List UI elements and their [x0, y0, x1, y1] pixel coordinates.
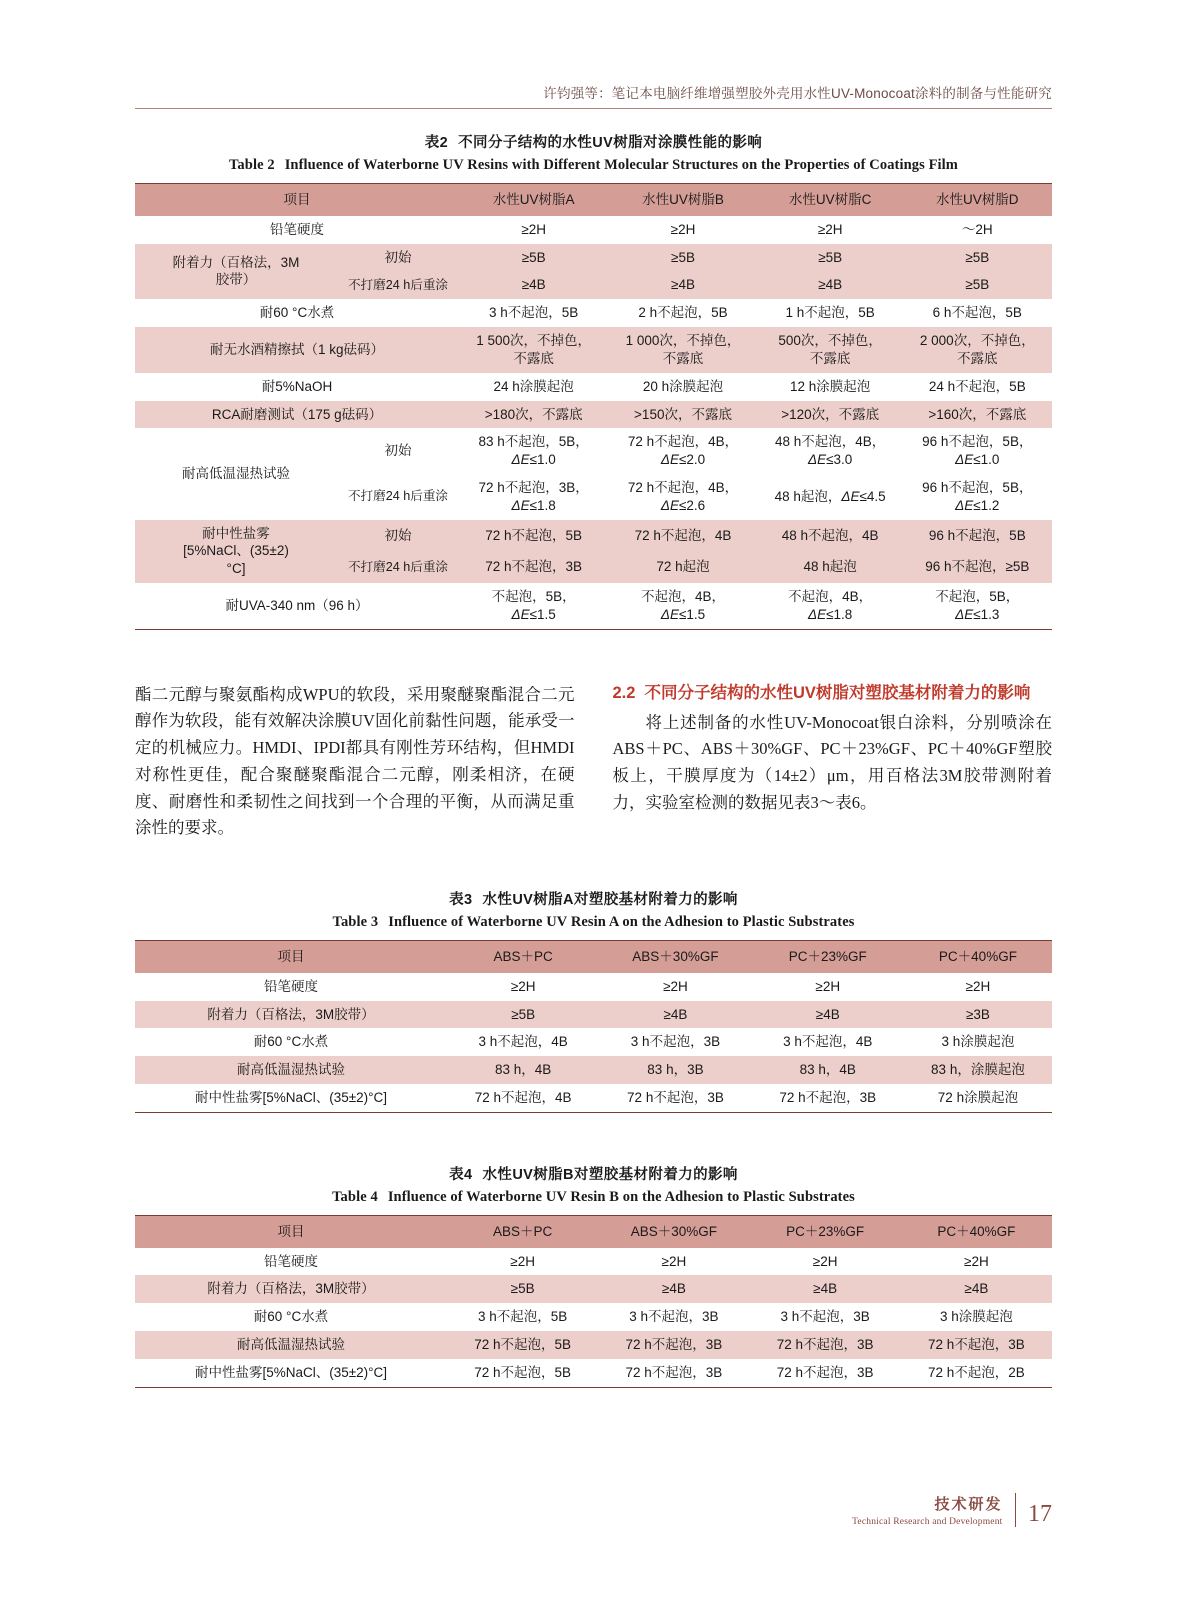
cell: ≥2H	[812, 1253, 838, 1269]
cell: 48 h起泡	[803, 559, 857, 575]
cell: 3 h不起泡，4B	[783, 1034, 873, 1050]
row-sublabel: 不打磨24 h后重涂	[347, 559, 449, 574]
row-sublabel: 初始	[384, 527, 412, 543]
cell: ≥4B	[671, 277, 695, 293]
cell: 3 h涂膜起泡	[939, 1309, 1013, 1325]
cell: 72 h不起泡，4B， ΔE≤2.6	[627, 479, 739, 513]
table2-caption-cn-number: 表2	[424, 135, 449, 151]
row-label: 耐中性盐雾[5%NaCl、(35±2)°C]	[194, 1364, 388, 1380]
cell: ≥2H	[510, 978, 536, 994]
table3-caption-cn	[135, 888, 1052, 909]
cell: 72 h不起泡，3B	[779, 1090, 877, 1105]
cell: 3 h不起泡，4B	[478, 1034, 568, 1050]
table4-header-col1: ABS＋PC	[492, 1223, 553, 1239]
row-label: 耐UVA-340 nm（96 h）	[225, 597, 369, 613]
table4-caption-en-text: Influence of Waterborne UV Resin B on the Adhesion to Plastic Substrates	[387, 1188, 855, 1205]
table2-caption-en	[135, 157, 1052, 174]
cell: ≥2H	[670, 221, 696, 237]
cell: 72 h涂膜起泡	[937, 1090, 1019, 1105]
row-label: 铅笔硬度	[264, 978, 318, 994]
cell: 48 h不起泡，4B， ΔE≤3.0	[775, 434, 886, 468]
cell: ≥2H	[521, 221, 546, 237]
table-row	[135, 244, 1052, 272]
table-row	[135, 1331, 1052, 1359]
cell: ≥5B	[965, 277, 990, 293]
cell: ≥2H	[663, 978, 688, 994]
table2-header-col4: 水性UV树脂D	[936, 192, 1019, 207]
row-sublabel: 不打磨24 h后重涂	[347, 278, 449, 293]
cell: 83 h不起泡，5B， ΔE≤1.0	[478, 434, 589, 468]
table2-caption-en-number: Table 2	[228, 157, 275, 173]
cell: ～2H	[961, 221, 993, 237]
cell: 3 h不起泡，5B	[477, 1309, 568, 1325]
cell: 1 000次，不掉色， 不露底	[625, 333, 741, 366]
cell: 72 h不起泡，5B	[474, 1337, 572, 1353]
row-label: 耐中性盐雾[5%NaCl、(35±2)°C]	[194, 1090, 388, 1105]
table4-caption-cn	[135, 1163, 1052, 1184]
table3-header-col4: PC＋40%GF	[938, 948, 1017, 964]
cell: 83 h，4B	[495, 1062, 552, 1078]
row-label: 耐高低温湿热试验	[182, 466, 290, 482]
cell: 83 h，涂膜起泡	[931, 1062, 1025, 1078]
cell: 72 h不起泡，4B， ΔE≤2.0	[627, 434, 739, 468]
row-label: 耐高低温湿热试验	[237, 1062, 345, 1078]
table-row	[135, 1359, 1052, 1387]
row-sublabel: 初始	[384, 443, 412, 459]
section-number: 2.2	[612, 683, 636, 702]
table2-header-col1: 水性UV树脂A	[492, 192, 575, 207]
cell: ≥4B	[663, 1006, 688, 1022]
cell: ≥5B	[671, 249, 695, 265]
table2-caption-en-text: Influence of Waterborne UV Resins with Different Molecular Structures on the Properties of Coatings Film	[284, 157, 958, 173]
left-paragraph: 酯二元醇与聚氨酯构成WPU的软段，采用聚醚聚酯混合二元醇作为软段，能有效解决涂膜UV固化前黏性问题，能承受一定的机械应力。HMDI、IPDI都具有刚性芳环结构，但HMDI对称性更佳，配合聚醚聚酯混合二元醇，刚柔相济，在硬度、耐磨性和柔韧性之间找到一个合理的平衡，从而满足重涂性的要求。	[135, 684, 575, 838]
cell: ≥2H	[815, 978, 841, 994]
cell: 3 h不起泡，3B	[630, 1034, 721, 1050]
table2-header-item: 项目	[283, 192, 311, 207]
table2-header-col2: 水性UV树脂B	[642, 192, 724, 207]
cell: 72 h不起泡，3B	[625, 1337, 723, 1353]
cell: >180次，不露底	[484, 406, 583, 422]
table2-caption-cn-text: 不同分子结构的水性UV树脂对涂膜性能的影响	[458, 135, 763, 151]
cell: ≥4B	[813, 1281, 838, 1297]
body-columns	[135, 682, 1052, 842]
table-row	[135, 1028, 1052, 1056]
table4-header-col3: PC＋23%GF	[786, 1223, 865, 1239]
row-label: 耐中性盐雾 [5%NaCl、(35±2) °C]	[183, 525, 289, 577]
table3-caption-cn-text: 水性UV树脂A对塑胶基材附着力的影响	[482, 891, 738, 908]
table3-caption-cn-number: 表3	[449, 891, 473, 908]
row-label: 附着力（百格法，3M胶带）	[207, 1281, 375, 1297]
cell: 72 h不起泡，3B	[627, 1090, 724, 1105]
cell: 不起泡，4B， ΔE≤1.8	[788, 589, 873, 622]
table-row	[135, 1275, 1052, 1303]
cell: 72 h不起泡，3B	[485, 559, 583, 575]
cell: 6 h不起泡，5B	[932, 305, 1022, 321]
row-label: 耐60 °C水煮	[253, 1309, 329, 1325]
cell: ≥4B	[661, 1281, 686, 1297]
table-row	[135, 973, 1052, 1001]
cell: ≥5B	[818, 249, 843, 265]
table3-header-col1: ABS＋PC	[493, 948, 553, 964]
row-label: 耐高低温湿热试验	[237, 1337, 345, 1353]
table4-caption-en-number: Table 4	[332, 1188, 378, 1205]
table3-header-col2: ABS＋30%GF	[632, 948, 719, 964]
table-row	[135, 327, 1052, 373]
cell: ≥2H	[965, 978, 991, 994]
table4-header-row	[135, 1215, 1052, 1247]
table4	[135, 1215, 1052, 1388]
cell: 72 h不起泡，3B	[625, 1364, 723, 1380]
cell: ≥4B	[521, 277, 546, 293]
row-label: 附着力（百格法，3M 胶带）	[172, 254, 300, 288]
table-row	[135, 1303, 1052, 1331]
page-footer	[852, 1493, 1052, 1528]
footer-label-en: Technical Research and Development	[852, 1516, 1003, 1527]
cell: ≥3B	[965, 1006, 990, 1022]
footer-label-cn: 技术研发	[934, 1495, 1003, 1513]
table-row	[135, 1001, 1052, 1029]
table3-header-item: 项目	[277, 948, 305, 964]
cell: ≥5B	[521, 249, 546, 265]
footer-section-label	[852, 1496, 1002, 1528]
table2	[135, 183, 1052, 630]
row-label: 耐5%NaOH	[261, 378, 333, 394]
cell: 20 h涂膜起泡	[642, 378, 724, 394]
cell: ≥5B	[965, 249, 990, 265]
cell: ≥2H	[510, 1253, 535, 1269]
cell: 96 h不起泡，5B， ΔE≤1.0	[922, 434, 1033, 468]
cell: ≥4B	[964, 1281, 989, 1297]
table-row	[135, 1248, 1052, 1276]
table-row	[135, 299, 1052, 327]
table-row	[135, 428, 1052, 474]
cell: 不起泡，5B， ΔE≤1.3	[935, 589, 1020, 622]
left-column	[135, 682, 575, 842]
cell: ≥2H	[964, 1253, 989, 1269]
row-label: RCA耐磨测试（175 g砝码）	[211, 406, 383, 422]
cell: 72 h起泡	[656, 559, 710, 575]
row-label: 铅笔硬度	[264, 1253, 318, 1269]
footer-divider	[1015, 1493, 1017, 1527]
table4-header-col4: PC＋40%GF	[937, 1223, 1016, 1239]
row-label: 附着力（百格法，3M胶带）	[207, 1006, 375, 1022]
cell: 3 h不起泡，3B	[780, 1309, 870, 1325]
cell: ≥4B	[818, 277, 843, 293]
cell: 48 h起泡，ΔE≤4.5	[774, 488, 886, 504]
table-row	[135, 1084, 1052, 1112]
cell: 72 h不起泡，5B	[474, 1364, 572, 1380]
page-number: 17	[1028, 1501, 1052, 1527]
cell: 72 h不起泡，5B	[485, 527, 583, 543]
cell: 12 h涂膜起泡	[790, 378, 871, 394]
cell: ≥2H	[817, 221, 843, 237]
cell: 72 h不起泡，3B	[776, 1364, 874, 1380]
cell: 2 h不起泡，5B	[638, 305, 728, 321]
right-column	[613, 682, 1053, 842]
table2-header-col3: 水性UV树脂C	[788, 192, 872, 207]
cell: 24 h不起泡，5B	[928, 378, 1026, 394]
table3-caption-en	[135, 914, 1052, 931]
cell: 83 h，4B	[799, 1062, 856, 1078]
cell: 72 h不起泡，4B	[474, 1090, 572, 1105]
cell: 96 h不起泡，≥5B	[925, 559, 1030, 575]
table4-caption-cn-text: 水性UV树脂B对塑胶基材附着力的影响	[482, 1166, 738, 1183]
cell: >120次，不露底	[781, 406, 880, 422]
cell: 2 000次，不掉色， 不露底	[919, 333, 1035, 366]
row-sublabel: 不打磨24 h后重涂	[347, 489, 449, 504]
table2-caption-cn	[135, 131, 1052, 152]
cell: 不起泡，5B， ΔE≤1.5	[491, 589, 576, 622]
table4-caption-cn-number: 表4	[449, 1166, 473, 1183]
cell: ≥4B	[815, 1006, 840, 1022]
cell: >150次，不露底	[634, 406, 732, 422]
cell: 96 h不起泡，5B， ΔE≤1.2	[922, 479, 1033, 513]
right-paragraph: 将上述制备的水性UV-Monocoat银白涂料，分别喷涂在ABS＋PC、ABS＋30%GF、PC＋23%GF、PC＋40%GF塑胶板上，干膜厚度为（14±2）μm，用百格法3M胶带测附着力，实验室检测的数据见表3～表6。	[612, 712, 1052, 812]
running-head-rule	[135, 108, 1052, 109]
cell: 83 h，3B	[647, 1062, 704, 1078]
table-row	[135, 1056, 1052, 1084]
section-title: 不同分子结构的水性UV树脂对塑胶基材附着力的影响	[644, 683, 1031, 702]
table-row	[135, 401, 1052, 429]
cell: 不起泡，4B， ΔE≤1.5	[641, 589, 726, 622]
table3-header-row	[135, 940, 1052, 972]
row-sublabel: 初始	[384, 249, 412, 265]
cell: 1 h不起泡，5B	[785, 305, 875, 321]
cell: 72 h不起泡，3B， ΔE≤1.8	[478, 479, 589, 513]
cell: ≥5B	[510, 1281, 535, 1297]
table-row	[135, 216, 1052, 244]
table3-header-col3: PC＋23%GF	[788, 948, 867, 964]
table4-header-col2: ABS＋30%GF	[630, 1223, 718, 1239]
section-heading	[613, 682, 1053, 706]
table2-header-row	[135, 184, 1052, 216]
table4-caption-en	[135, 1189, 1052, 1206]
table-row	[135, 583, 1052, 629]
table3-caption-en-text: Influence of Waterborne UV Resin A on the Adhesion to Plastic Substrates	[388, 913, 855, 930]
table3-caption-en-number: Table 3	[332, 913, 379, 930]
cell: 72 h不起泡，2B	[927, 1364, 1025, 1380]
cell: 3 h不起泡，5B	[489, 305, 579, 321]
cell: 48 h不起泡，4B	[781, 527, 879, 543]
table-row	[135, 373, 1052, 401]
cell: ≥5B	[511, 1006, 536, 1022]
table-row	[135, 520, 1052, 552]
row-label: 铅笔硬度	[270, 221, 324, 237]
cell: 96 h不起泡，5B	[928, 527, 1026, 543]
running-head: 许钧强等：笔记本电脑纤维增强塑胶外壳用水性UV-Monocoat涂料的制备与性能研究	[543, 86, 1052, 101]
row-label: 耐60 °C水煮	[253, 1034, 329, 1050]
cell: 3 h涂膜起泡	[941, 1034, 1015, 1050]
table3	[135, 940, 1052, 1113]
cell: 1 500次，不掉色， 不露底	[476, 333, 592, 366]
table4-header-item: 项目	[277, 1223, 305, 1239]
cell: ≥2H	[661, 1253, 687, 1269]
cell: 72 h不起泡，4B	[634, 527, 732, 543]
cell: 72 h不起泡，3B	[927, 1337, 1025, 1353]
cell: 72 h不起泡，3B	[776, 1337, 874, 1353]
cell: 3 h不起泡，3B	[629, 1309, 719, 1325]
row-label: 耐60 °C水煮	[259, 305, 335, 321]
cell: 24 h涂膜起泡	[493, 378, 574, 394]
row-label: 耐无水酒精擦拭（1 kg砝码）	[209, 341, 385, 357]
cell: 500次，不掉色， 不露底	[778, 333, 882, 366]
cell: >160次，不露底	[928, 406, 1027, 422]
